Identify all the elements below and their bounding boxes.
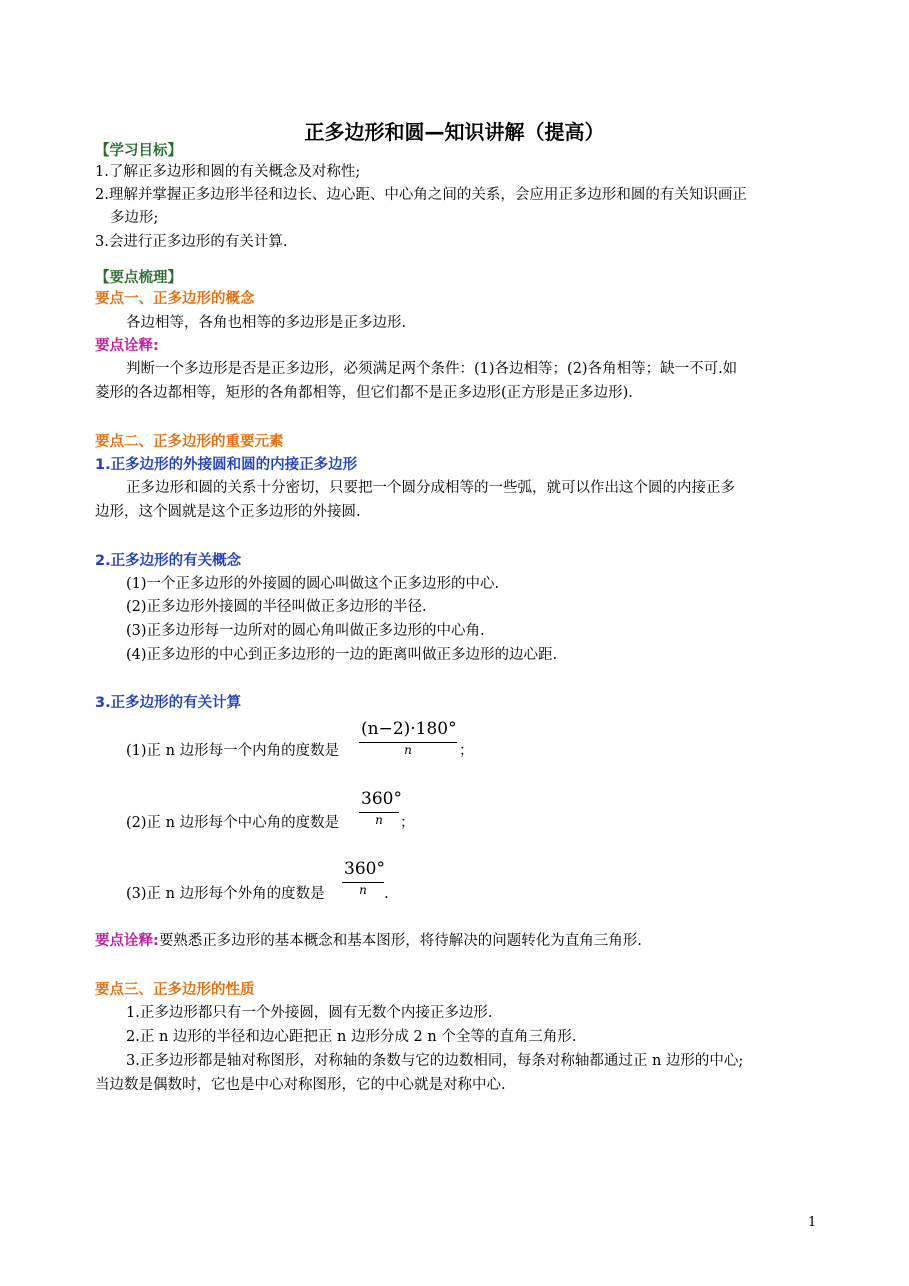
fraction-denominator: n <box>404 743 412 757</box>
objective-item: 2.理解并掌握正多边形半径和边长、边心距、中心角之间的关系，会应用正多边形和圆的有关知识画正 <box>95 187 747 203</box>
formula-interior-tail: ； <box>459 743 474 759</box>
fraction-numerator: 360° <box>361 789 402 809</box>
formula-exterior-fraction <box>342 856 384 897</box>
property-item: 2.正 n 边形的半径和边心距把正 n 边形分成 2 n 个全等的直角三角形. <box>126 1029 577 1045</box>
formula-central-text: (2)正 n 边形每个中心角的度数是 <box>126 815 340 831</box>
objectives-header: 【学习目标】 <box>95 143 182 159</box>
point3-heading: 要点三、正多边形的性质 <box>95 982 255 998</box>
point2-note-text: 要熟悉正多边形的基本概念和基本图形，将待解决的问题转化为直角三角形. <box>158 933 642 949</box>
concept-item: (3)正多边形每一边所对的圆心角叫做正多边形的中心角. <box>126 623 485 639</box>
point1-heading: 要点一、正多边形的概念 <box>95 291 255 307</box>
concept-item: (2)正多边形外接圆的半径叫做正多边形的半径. <box>126 599 427 615</box>
document-title: 正多边形和圆—知识讲解（提高） <box>304 120 605 144</box>
fraction-numerator: 360° <box>344 859 385 879</box>
formula-interior-text: (1)正 n 边形每一个内角的度数是 <box>126 743 340 759</box>
property-item: 3.正多边形都是轴对称图形，对称轴的条数与它的边数相同，每条对称轴都通过正 n 边形的中心; <box>126 1053 744 1069</box>
point2-sub1-line: 正多边形和圆的关系十分密切，只要把一个圆分成相等的一些弧，就可以作出这个圆的内接正多 <box>126 480 735 496</box>
fraction-numerator: (n−2)·180° <box>361 719 457 739</box>
point1-note-line: 判断一个多边形是否是正多边形，必须满足两个条件：(1)各边相等；(2)各角相等；缺一不可.如 <box>126 361 738 377</box>
objective-item: 多边形; <box>110 210 159 226</box>
objective-item: 3.会进行正多边形的有关计算. <box>95 234 288 250</box>
formula-exterior-tail: . <box>384 886 389 902</box>
fraction-denominator: n <box>375 813 383 827</box>
property-item: 当边数是偶数时，它也是中心对称图形，它的中心就是对称中心. <box>95 1077 506 1093</box>
fraction-denominator: n <box>359 883 367 897</box>
point2-heading: 要点二、正多边形的重要元素 <box>95 434 284 450</box>
objective-item: 1.了解正多边形和圆的有关概念及对称性; <box>95 164 361 180</box>
formula-central-fraction <box>359 786 402 827</box>
summary-header: 【要点梳理】 <box>95 270 182 286</box>
formula-exterior-text: (3)正 n 边形每个外角的度数是 <box>126 886 325 902</box>
point2-note-label: 要点诠释: <box>95 933 159 949</box>
concept-item: (1)一个正多边形的外接圆的圆心叫做这个正多边形的中心. <box>126 576 500 592</box>
property-item: 1.正多边形都只有一个外接圆，圆有无数个内接正多边形. <box>126 1005 493 1021</box>
point2-sub1-heading: 1.正多边形的外接圆和圆的内接正多边形 <box>95 457 358 473</box>
point2-sub2-heading: 2.正多边形的有关概念 <box>95 553 242 569</box>
concept-item: (4)正多边形的中心到正多边形的一边的距离叫做正多边形的边心距. <box>126 647 558 663</box>
point1-text: 各边相等，各角也相等的多边形是正多边形. <box>126 315 407 331</box>
point1-note-label: 要点诠释: <box>95 338 159 354</box>
point2-note <box>95 931 642 951</box>
formula-interior-fraction <box>359 716 457 757</box>
page-number: 1 <box>808 1215 817 1230</box>
point2-sub1-line: 边形，这个圆就是这个正多边形的外接圆. <box>95 504 361 520</box>
point2-sub3-heading: 3.正多边形的有关计算 <box>95 695 242 711</box>
formula-central-tail: ； <box>400 815 415 831</box>
point1-note-line: 菱形的各边都相等，矩形的各角都相等，但它们都不是正多边形(正方形是正多边形). <box>95 385 633 401</box>
